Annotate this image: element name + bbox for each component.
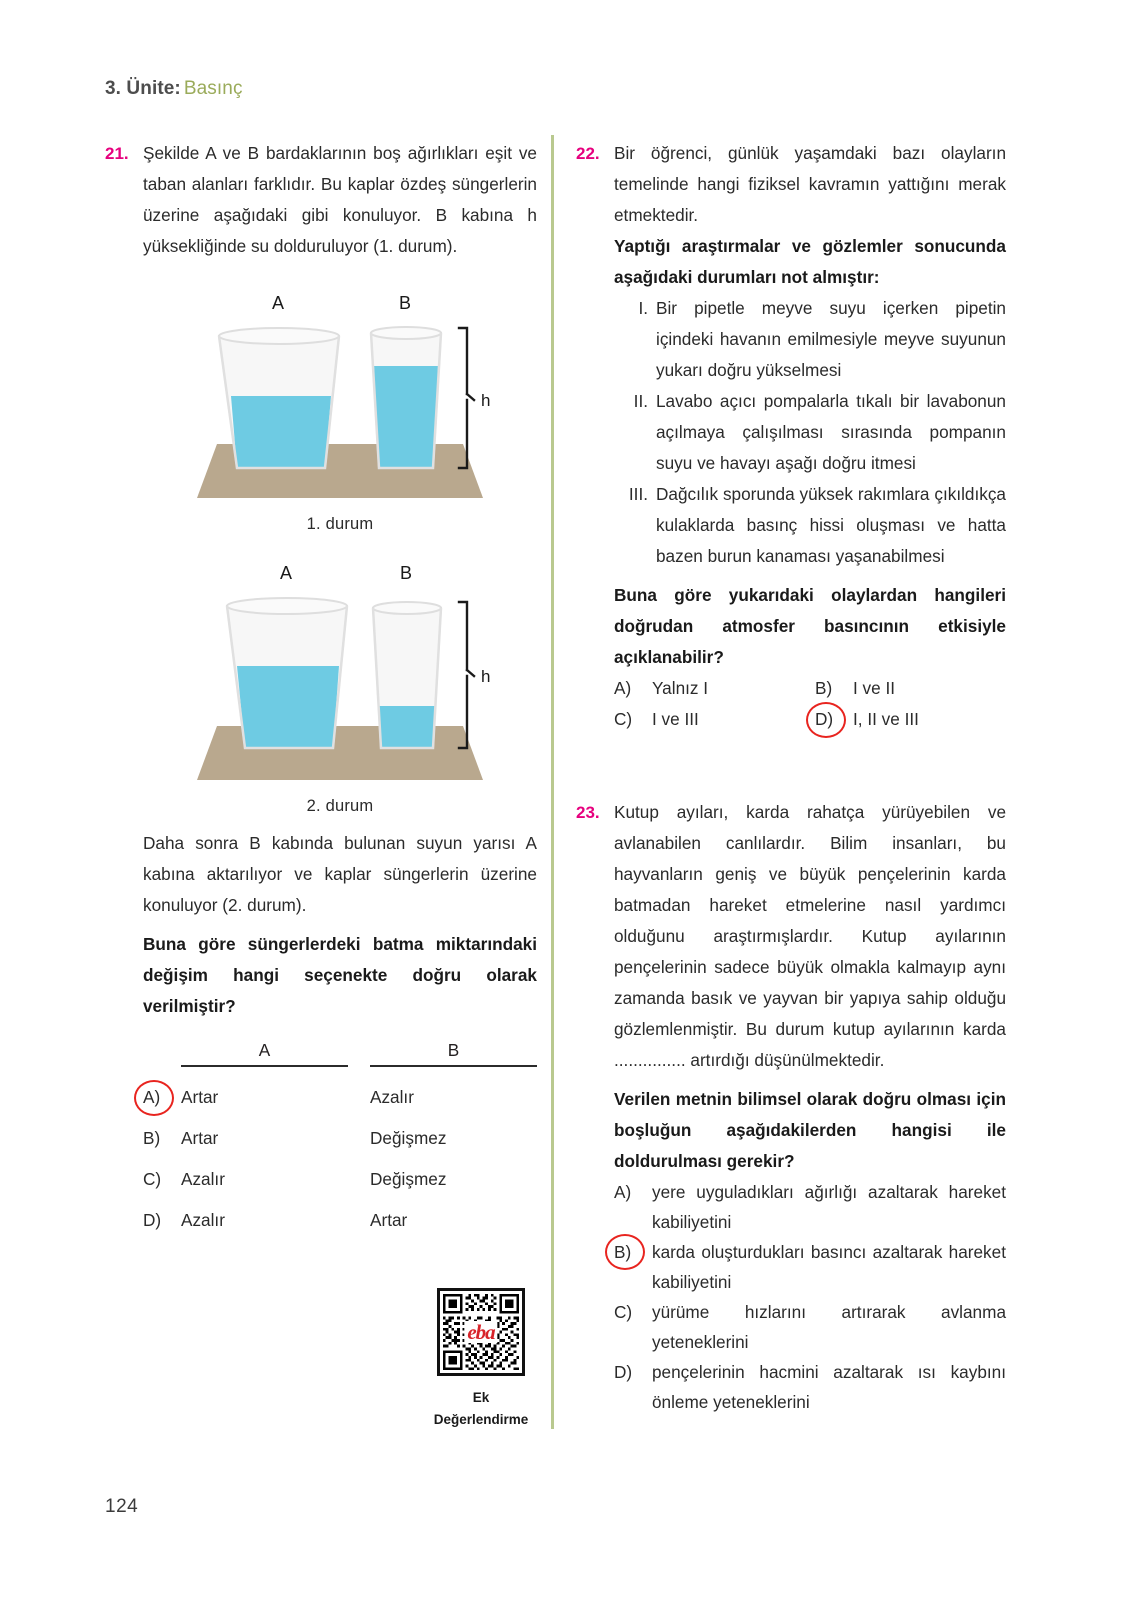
- answer-letter-a-text: A): [143, 1087, 161, 1107]
- answer-table-header: [143, 1040, 537, 1067]
- question-21-para2: Daha sonra B kabında bulunan suyun yarısı A kabına aktarılıyor ve kaplar süngerlerin üzerine konuluyor (2. durum).: [143, 833, 537, 915]
- roman-text-3: Dağcılık sporunda yüksek rakımlara çıkıldıkça kulaklarda basınç hissi oluşması ve hatta bazen burun kanaması yaşanabilmesi: [656, 484, 1006, 566]
- glass-b-2: [373, 602, 441, 748]
- unit-label: 3. Ünite:: [105, 78, 181, 99]
- answer-b-col-b: Değişmez: [370, 1128, 447, 1148]
- roman-marker-3: III.: [628, 484, 648, 504]
- column-divider: [551, 135, 554, 1429]
- roman-text-1: Bir pipetle meyve suyu içerken pipetin içindeki havanın emilmesiyle meyve suyunun yukarı doğru yükselmesi: [656, 298, 1006, 380]
- question-23-stem: Kutup ayıları, karda rahatça yürüyebilen ve avlanabilen canlılardır. Bilim insanları, bu hayvanların geniş ve büyük pençelerinin karda batmadan hareket etmelerine nasıl yardımcı olduğunu araştırmışlardır. Kutup ayılarının pençelerinin sadece büyük olmakla kalmayıp aynı zamanda basık ve yayvan bir yapıya sahip olduğu gözlemlenmiştir. Bu durum kutup ayılarının karda ............... artırdığı düşünülmektedir.: [614, 802, 1006, 1070]
- h-label-2: h: [481, 667, 491, 686]
- answer-letter-b-text: B): [143, 1128, 161, 1148]
- h-label-1: h: [481, 391, 491, 410]
- question-22-number: 22.: [576, 144, 600, 163]
- glass-b-label-2: B: [400, 563, 413, 583]
- qr-code[interactable]: [437, 1288, 525, 1376]
- answer-row-b[interactable]: [143, 1128, 537, 1149]
- q23-option-d-text: pençelerinin hacmini azaltarak ısı kaybını önleme yeteneklerini: [652, 1362, 1006, 1412]
- q23-option-b-letter-text: B): [614, 1242, 632, 1262]
- q23-option-b-letter: [614, 1237, 652, 1267]
- answer-letter-c[interactable]: [143, 1169, 181, 1190]
- figure-1-durum: [143, 276, 537, 534]
- question-21-stem: Şekilde A ve B bardaklarının boş ağırlıkları eşit ve taban alanları farklıdır. Bu kaplar özdeş süngerlerin üzerine aşağıdaki gibi konuluyor. B kabına h yüksekliğinde su dolduruluyor (1. durum).: [143, 143, 537, 256]
- answer-col-header-b: B: [370, 1040, 537, 1067]
- q22-option-c[interactable]: [614, 704, 805, 735]
- q22-option-b-letter: B): [815, 678, 833, 698]
- unit-header: [105, 78, 243, 100]
- roman-text-2: Lavabo açıcı pompalarla tıkalı bir lavabonun açılmaya çalışılması sırasında pompanın suyu ve havayı aşağı doğru itmesi: [656, 391, 1006, 473]
- roman-item-1: [614, 293, 1006, 386]
- roman-marker-1: I.: [638, 298, 648, 318]
- figure-2-caption: 2. durum: [306, 797, 374, 815]
- answer-letter-a[interactable]: [143, 1087, 181, 1108]
- answer-letter-d[interactable]: [143, 1210, 181, 1231]
- answer-letter-d-text: D): [143, 1210, 162, 1230]
- q23-option-a-letter: A): [614, 1182, 632, 1202]
- answer-col-header-a: A: [181, 1040, 348, 1067]
- question-23-options: [614, 1177, 1006, 1417]
- q23-option-b-text: karda oluşturdukları basıncı azaltarak hareket kabiliyetini: [652, 1242, 1006, 1292]
- roman-item-3: [614, 479, 1006, 572]
- answer-letter-c-text: C): [143, 1169, 162, 1189]
- q23-option-c-text: yürüme hızlarını artırarak avlanma yeteneklerini: [652, 1302, 1006, 1352]
- q23-option-c-letter: C): [614, 1302, 633, 1322]
- q23-option-c[interactable]: [614, 1297, 1006, 1357]
- glasses-diagram-2: [175, 548, 505, 788]
- answer-c-col-b: Değişmez: [370, 1169, 447, 1189]
- question-21: [105, 138, 537, 1231]
- q22-option-d-text: I, II ve III: [853, 709, 919, 729]
- q22-option-a-letter: A): [614, 678, 632, 698]
- answer-a-col-b: Azalır: [370, 1087, 414, 1107]
- question-21-number: 21.: [105, 144, 129, 163]
- question-22-stem: Bir öğrenci, günlük yaşamdaki bazı olayların temelinde hangi fiziksel kavramın yattığını merak etmektedir.: [614, 143, 1006, 225]
- roman-item-2: [614, 386, 1006, 479]
- glass-a-label-2: A: [280, 563, 293, 583]
- qr-caption-line2: Değerlendirme: [433, 1412, 529, 1427]
- q22-option-c-letter: C): [614, 709, 633, 729]
- question-22-prompt: Buna göre yukarıdaki olaylardan hangileri doğrudan atmosfer basıncının etkisiyle açıklanabilir?: [614, 585, 1006, 667]
- glass-a-2: [227, 598, 347, 748]
- right-column: [576, 138, 1006, 1421]
- question-22-roman-list: [614, 293, 1006, 572]
- q22-option-b-text: I ve II: [853, 678, 896, 698]
- glass-b-1: [371, 327, 441, 468]
- answer-row-d[interactable]: [143, 1210, 537, 1231]
- q23-option-a-text: yere uyguladıkları ağırlığı azaltarak hareket kabiliyetini: [652, 1182, 1006, 1232]
- figure-2-durum: [143, 548, 537, 816]
- question-23: [576, 797, 1006, 1417]
- answer-row-c[interactable]: [143, 1169, 537, 1190]
- qr-caption: [392, 1387, 570, 1431]
- question-22-options: [614, 673, 1006, 735]
- answer-b-col-a: Artar: [181, 1128, 219, 1148]
- q23-option-d[interactable]: [614, 1357, 1006, 1417]
- q23-option-d-letter: D): [614, 1362, 633, 1382]
- q22-option-b[interactable]: [815, 673, 1006, 704]
- q22-option-d-letter-text: D): [815, 709, 834, 729]
- answer-row-a[interactable]: [143, 1087, 537, 1108]
- figure-1-caption: 1. durum: [306, 515, 374, 533]
- q23-option-a[interactable]: [614, 1177, 1006, 1237]
- q22-option-a[interactable]: [614, 673, 805, 704]
- q22-option-c-text: I ve III: [652, 709, 699, 729]
- page-number: 124: [105, 1496, 139, 1517]
- question-21-answer-table: [143, 1040, 537, 1231]
- glasses-diagram-1: [175, 276, 505, 506]
- eba-qr-block[interactable]: [392, 1288, 570, 1431]
- answer-d-col-a: Azalır: [181, 1210, 225, 1230]
- q22-option-a-text: Yalnız I: [652, 678, 709, 698]
- roman-marker-2: II.: [633, 391, 648, 411]
- q22-option-d[interactable]: [815, 704, 1006, 735]
- glass-a-1: [219, 328, 339, 468]
- unit-name: Basınç: [183, 78, 243, 99]
- answer-c-col-a: Azalır: [181, 1169, 225, 1189]
- answer-letter-b[interactable]: [143, 1128, 181, 1149]
- qr-caption-line1: Ek: [472, 1390, 490, 1405]
- eba-logo: eba: [464, 1321, 497, 1343]
- question-21-prompt: Buna göre süngerlerdeki batma miktarındaki değişim hangi seçenekte doğru olarak verilmiştir?: [143, 934, 537, 1016]
- answer-a-col-a: Artar: [181, 1087, 219, 1107]
- glass-a-label-1: A: [272, 293, 285, 313]
- q23-option-b[interactable]: [614, 1237, 1006, 1297]
- question-23-number: 23.: [576, 803, 600, 822]
- q22-option-d-letter: [815, 704, 853, 735]
- question-22: [576, 138, 1006, 735]
- left-column: [105, 138, 537, 1235]
- question-22-lead: Yaptığı araştırmalar ve gözlemler sonucunda aşağıdaki durumları not almıştır:: [614, 236, 1006, 287]
- glass-b-label-1: B: [399, 293, 412, 313]
- question-23-prompt: Verilen metnin bilimsel olarak doğru olması için boşluğun aşağıdakilerden hangisi ile doldurulması gerekir?: [614, 1089, 1006, 1171]
- answer-d-col-b: Artar: [370, 1210, 408, 1230]
